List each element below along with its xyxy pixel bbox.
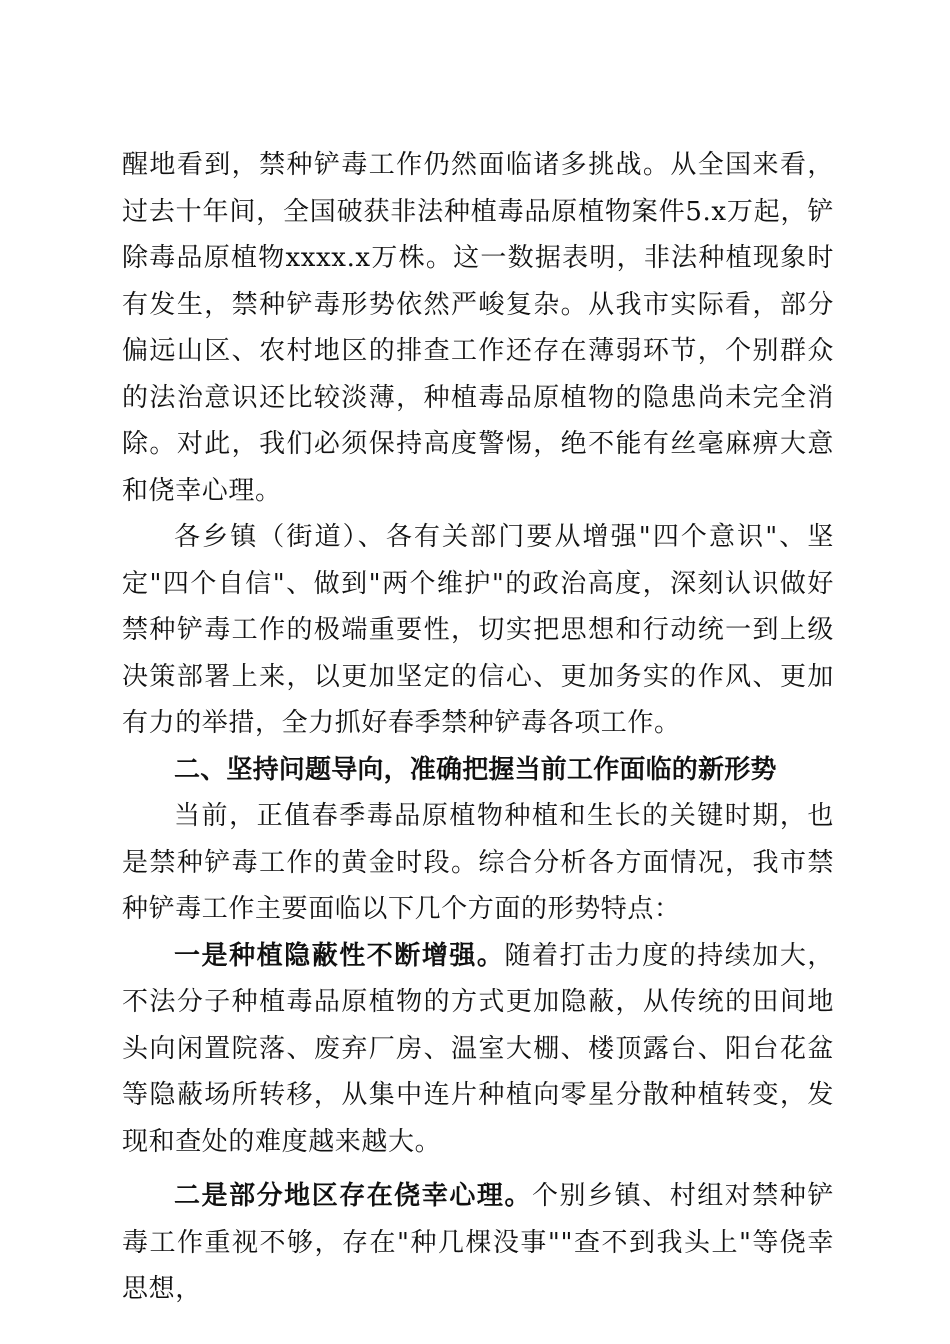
section-heading: 二、坚持问题导向，准确把握当前工作面临的新形势 [174,754,777,785]
paragraph-continued: 醒地看到，禁种铲毒工作仍然面临诸多挑战。从全国来看，过去十年间，全国破获非法种植毒品原植物案件5.x万起，铲除毒品原植物xxxx.x万株。这一数据表明，非法种植现象时有发生，禁种铲毒形势依然严峻复杂。从我市实际看，部分偏远山区、农村地区的排查工作还存在薄弱环节，个别群众的法治意识还比较淡薄，种植毒品原植物的隐患尚未完全消除。对此，我们必须保持高度警惕，绝不能有丝毫麻痹大意和侥幸心理。 [122,150,834,506]
point-one-body: 随着打击力度的持续加大，不法分子种植毒品原植物的方式更加隐蔽，从传统的田间地头向闲置院落、废弃厂房、温室大棚、楼顶露台、阳台花盆等隐蔽场所转移，从集中连片种植向零星分散种植转变，发现和查处的难度越来越大。 [122,940,834,1157]
paragraph-political-awareness: 各乡镇（街道）、各有关部门要从增强"四个意识"、坚定"四个自信"、做到"两个维护"的政治高度，深刻认识做好禁种铲毒工作的极端重要性，切实把思想和行动统一到上级决策部署上来，以更加坚定的信心、更加务实的作风、更加有力的举措，全力抓好春季禁种铲毒各项工作。 [122,522,834,738]
point-two-body: 个别乡镇、村组对禁种铲毒工作重视不够，存在"种几棵没事""查不到我头上"等侥幸思想， [122,1181,834,1304]
paragraph-current-situation: 当前，正值春季毒品原植物种植和生长的关键时期，也是禁种铲毒工作的黄金时段。综合分析各方面情况，我市禁种铲毒工作主要面临以下几个方面的形势特点： [122,801,834,924]
point-two-lead: 二是部分地区存在侥幸心理。 [174,1181,532,1211]
paragraph-point-two [122,1173,834,1313]
paragraph-point-one [122,933,834,1166]
point-one-lead: 一是种植隐蔽性不断增强。 [174,940,505,971]
document-body [122,142,834,1313]
